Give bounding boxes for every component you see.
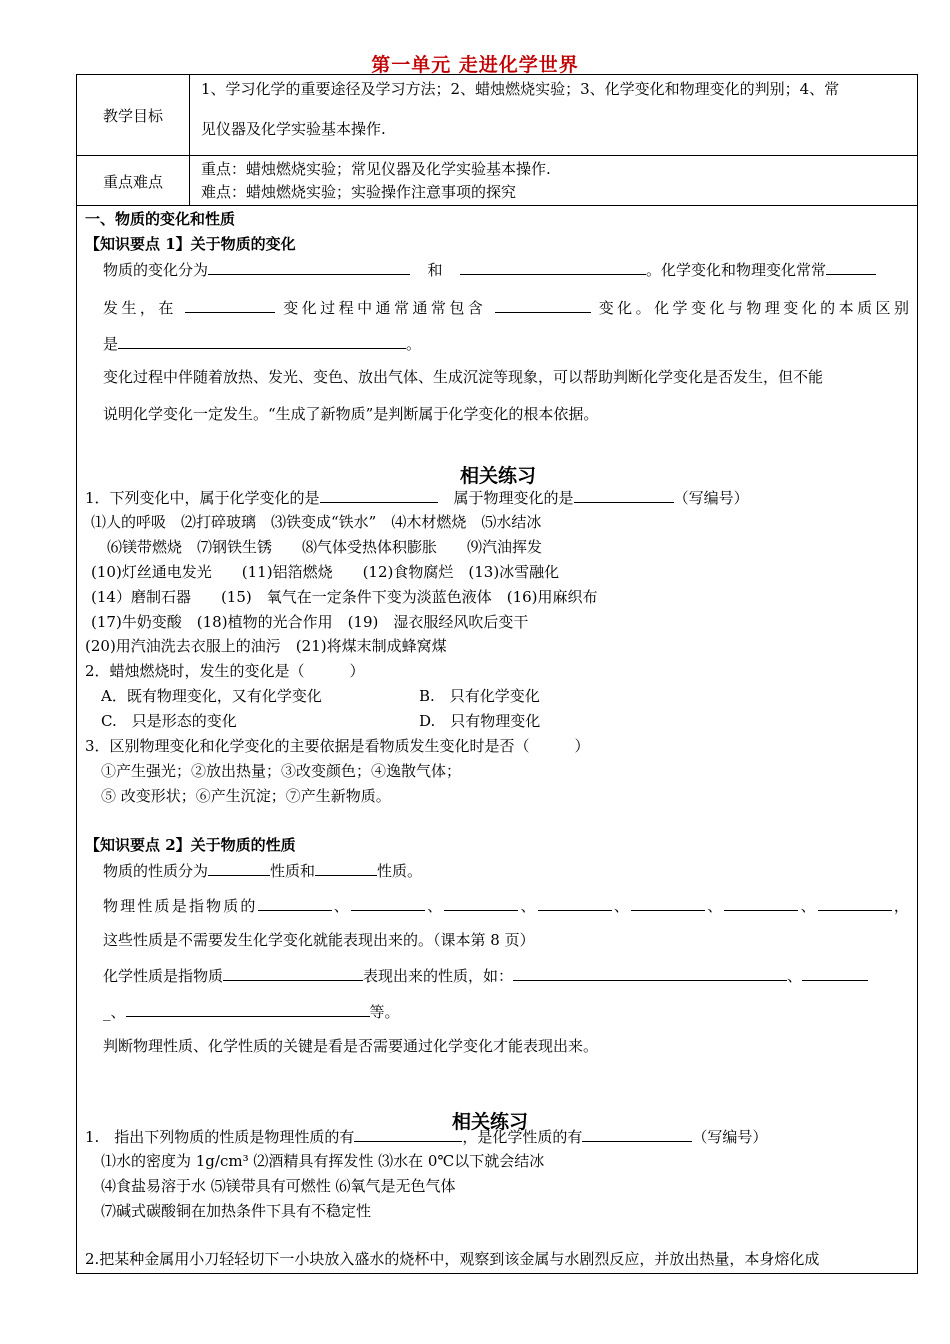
page-title: 第一单元 走进化学世界 [371, 54, 579, 76]
option-b: B. 只有化学变化 [419, 687, 540, 705]
practice1-q3-line1: ①产生强光；②放出热量；③改变颜色；④逸散气体； [101, 762, 462, 780]
practice1-q2: 2．蜡烛燃烧时，发生的变化是（ ） [85, 662, 365, 680]
worksheet-table [76, 74, 918, 1274]
blank [513, 965, 787, 981]
blank [208, 860, 270, 876]
goals-text-line2: 见仪器及化学实验基本操作. [201, 120, 386, 138]
blank [574, 487, 674, 503]
kp2-line6: 判断物理性质、化学性质的关键是看是否需要通过化学变化才能表现出来。 [103, 1037, 599, 1055]
blank [208, 259, 410, 275]
practice1-q3: 3．区别物理变化和化学变化的主要依据是看物质发生变化时是否（ ） [85, 737, 590, 755]
practice-heading: 相关练习 [451, 1111, 528, 1133]
blank [258, 895, 332, 911]
row-divider [77, 155, 917, 156]
knowledge-point-1-heading: 【知识要点 1】关于物质的变化 [85, 235, 296, 253]
practice2-q1: 1. 指出下列物质的性质是物理性质的有 ，是化学性质的有 （写编号） [85, 1128, 768, 1146]
kp1-line4: 变化过程中伴随着放热、发光、变色、放出气体、生成沉淀等现象，可以帮助判断化学变化是否发生，但不能 [103, 368, 824, 386]
blank [320, 487, 438, 503]
blank [315, 860, 377, 876]
goals-label: 教学目标 [102, 107, 163, 125]
kp2-line3: 这些性质是不需要发生化学变化就能表现出来的。（课本第 8 页） [103, 931, 535, 949]
blank [351, 895, 425, 911]
option-d: D. 只有物理变化 [419, 712, 541, 730]
blank [223, 965, 363, 981]
knowledge-point-2-heading: 【知识要点 2】关于物质的性质 [85, 836, 296, 854]
kp2-line5: _、 等。 [103, 1003, 400, 1021]
option-c: C. 只是形态的变化 [101, 712, 237, 730]
option-a: A．既有物理变化，又有化学变化 [101, 687, 322, 705]
blank [538, 895, 612, 911]
blank [444, 895, 518, 911]
key-points-line2: 难点：蜡烛燃烧实验；实验操作注意事项的探究 [201, 183, 517, 201]
blank [495, 297, 591, 313]
blank [126, 1001, 370, 1017]
blank [582, 1126, 692, 1142]
practice1-q1-items-row: ⑴人的呼吸 ⑵打碎玻璃 ⑶铁变成“铁水” ⑷木材燃烧 ⑸水结冰 [91, 513, 542, 531]
kp1-line3: 是 。 [103, 335, 422, 353]
row-divider [77, 205, 917, 206]
blank [460, 259, 646, 275]
practice1-q3-line2: ⑤ 改变形状；⑥产生沉淀；⑦产生新物质。 [101, 787, 391, 805]
blank [185, 297, 275, 313]
practice1-q1-items-row: (10)灯丝通电发光 (11)铝箔燃烧 (12)食物腐烂 (13)冰雪融化 [91, 563, 560, 581]
blank [631, 895, 705, 911]
kp2-line2: 物理性质是指物质的 、 、 、 、 、 、 ， [103, 897, 909, 915]
practice1-q1-items-row: (14）磨制石器 (15) 氧气在一定条件下变为淡蓝色液体 (16)用麻织布 [91, 588, 598, 606]
key-points-line1: 重点：蜡烛燃烧实验；常见仪器及化学实验基本操作. [201, 160, 551, 178]
kp1-line2: 发生，在 变化过程中通常通常包含 变化。化学变化与物理变化的本质区别 [103, 299, 909, 317]
blank [118, 333, 406, 349]
goals-text-line1: 1、学习化学的重要途径及学习方法；2、蜡烛燃烧实验；3、化学变化和物理变化的判别；4、常 [201, 80, 840, 98]
kp2-line4: 化学性质是指物质 表现出来的性质，如： 、 [103, 965, 868, 986]
kp1-line5: 说明化学变化一定发生。“生成了新物质”是判断属于化学变化的根本依据。 [103, 405, 599, 423]
blank [354, 1126, 462, 1142]
practice1-q1-items-row: (20)用汽油洗去衣服上的油污 (21)将煤末制成蜂窝煤 [85, 637, 447, 655]
practice-heading: 相关练习 [459, 465, 536, 487]
blank [724, 895, 798, 911]
practice2-items-row: ⑷食盐易溶于水 ⑸镁带具有可燃性 ⑹氧气是无色气体 [101, 1177, 456, 1195]
blank [818, 895, 892, 911]
practice1-q1-items-row: ⑹镁带燃烧 ⑺钢铁生锈 ⑻气体受热体积膨胀 ⑼汽油挥发 [107, 538, 543, 556]
blank [802, 965, 868, 981]
blank [826, 259, 876, 275]
practice2-items-row: ⑴水的密度为 1g/cm³ ⑵酒精具有挥发性 ⑶水在 0℃以下就会结冰 [101, 1152, 545, 1170]
practice1-q1-items-row: (17)牛奶变酸 (18)植物的光合作用 (19) 湿衣服经风吹后变干 [91, 613, 529, 631]
section-heading: 一、物质的变化和性质 [85, 210, 236, 228]
practice2-q2: 2.把某种金属用小刀轻轻切下一小块放入盛水的烧杯中，观察到该金属与水剧烈反应，并放出热量，本身熔化成 [85, 1250, 820, 1268]
kp2-line1: 物质的性质分为 性质和 性质。 [103, 862, 423, 880]
practice1-q1: 1．下列变化中，属于化学变化的是 属于物理变化的是 （写编号） [85, 489, 749, 507]
practice2-items-row: ⑺碱式碳酸铜在加热条件下具有不稳定性 [101, 1202, 372, 1220]
column-divider [189, 75, 190, 205]
kp1-line1: 物质的变化分为 和 。化学变化和物理变化常常 [103, 259, 876, 280]
key-points-label: 重点难点 [102, 173, 163, 191]
